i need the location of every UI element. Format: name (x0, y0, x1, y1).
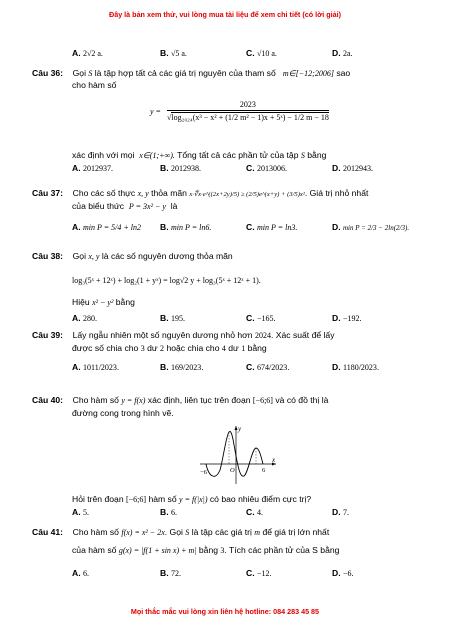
q39-answer-d: D. 1180/2023. (332, 362, 380, 372)
question-40-line2: đường cong trong hình vẽ. (72, 408, 174, 418)
q38-answer-b: B. 195. (160, 313, 185, 323)
q38-answer-c: C. −165. (246, 313, 276, 323)
q41-answer-c: C. −12. (246, 568, 272, 578)
question-41: Câu 41: Cho hàm số f(x) = x² − 2x. Gọi S là tập các giá trị m để giá trị lớn nhất (32, 527, 330, 537)
question-41-line2: của hàm số g(x) = |f(1 + sin x) + m| bằng 3. Tích các phần tử của S bằng (72, 545, 340, 555)
question-36: Câu 36: Gọi S là tập hợp tất cả các giá trị nguyên của tham số m∈[−12;2006] sao (32, 68, 351, 78)
q39-answer-c: C. 674/2023. (246, 362, 290, 372)
q35-answer-b: B. √5 a. (160, 48, 187, 58)
question-38: Câu 38: Gọi x, y là các số nguyên dương thỏa mãn (32, 251, 233, 261)
q38-answer-a: A. 280. (72, 313, 97, 323)
graph-x-label: x (272, 456, 276, 464)
q40-answer-a: A. 5. (72, 507, 89, 517)
graph-y-label: y (238, 425, 242, 433)
q40-answer-d: D. 7. (332, 507, 349, 517)
q35-answer-d: D. 2a. (332, 48, 353, 58)
q36-answer-a: A. 2012937. (72, 163, 113, 173)
q41-answer-b: B. 72. (160, 568, 181, 578)
q40-answer-c: C. 4. (246, 507, 263, 517)
hotline-banner: Mọi thắc mắc vui lòng xin liên hệ hotline: 084 283 45 85 (130, 607, 320, 616)
q36-answer-b: B. 2012938. (160, 163, 201, 173)
question-36-line3: xác định với mọi x∈(1;+∞). Tổng tất cả các phần tử của tập S bằng (72, 150, 327, 160)
graph-origin: O (230, 467, 235, 474)
question-36-line2: cho hàm số (72, 80, 117, 90)
question-39-line2: được số chia cho 3 dư 2 hoặc chia cho 4 dư 1 bằng (72, 343, 267, 353)
q40-answer-b: B. 6. (160, 507, 177, 517)
preview-banner: Đây là bản xem thử, vui lòng mua tài liệu để xem chi tiết (có lời giải) (109, 10, 341, 19)
q35-answer-c: C. √10 a. (246, 48, 277, 58)
q37-answer-c: C. min P = ln3. (246, 222, 298, 232)
q37-answer-b: B. min P = ln6. (160, 222, 212, 232)
q38-answer-d: D. −192. (332, 313, 362, 323)
q37-answer-a: A. min P = 5/4 + ln2 (72, 222, 141, 232)
question-40: Câu 40: Cho hàm số y = f(x) xác định, liên tục trên đoạn [−6;6] và có đồ thị là (32, 395, 329, 405)
q39-answer-a: A. 1011/2023. (72, 362, 120, 372)
q36-function: y = $\frac{2023}{\text{√log₂₀₂₄(x³ − x² + (1/2 m² − 1)x + 5ˣ) − 1/2 m − 18}}$ (150, 100, 329, 122)
question-39: Câu 39: Lấy ngẫu nhiên một số nguyên dương nhỏ hơn 2024. Xác suất để lấy (32, 330, 335, 340)
question-37: Câu 37: Cho các số thực x, y thỏa mãn x·∜x·e^((2x+2y)/5) ≥ (2/5)e^(x+y) + (3/5)x². Giá trị nhỏ nhất (32, 188, 369, 198)
graph-tick-neg6: −6 (200, 469, 207, 476)
q40-graph (198, 422, 280, 486)
q41-answer-d: D. −6. (332, 568, 354, 578)
graph-tick-6: 6 (262, 467, 266, 474)
q41-answer-a: A. 6. (72, 568, 89, 578)
q36-answer-d: D. 2012943. (332, 163, 373, 173)
q37-answer-d: D. min P = 2/3 − 2ln(2/3). (332, 222, 410, 232)
q39-answer-b: B. 169/2023. (160, 362, 204, 372)
question-38-line3: Hiệu x² − y² bằng (72, 297, 135, 307)
q38-equation: log₃(5ˣ + 12ˣ) + log₂(1 + yˣ) = log√2 y + log₃(5ˣ + 12ˣ + 1). (72, 276, 261, 285)
q36-answer-c: C. 2013006. (246, 163, 287, 173)
question-40-line3: Hỏi trên đoạn [−6;6] hàm số y = f(|x|) có bao nhiêu điểm cực trị? (72, 494, 312, 504)
q35-answer-a: A. 2√2 a. (72, 48, 103, 58)
question-37-line2: của biểu thức P = 3x² − y là (72, 201, 178, 211)
